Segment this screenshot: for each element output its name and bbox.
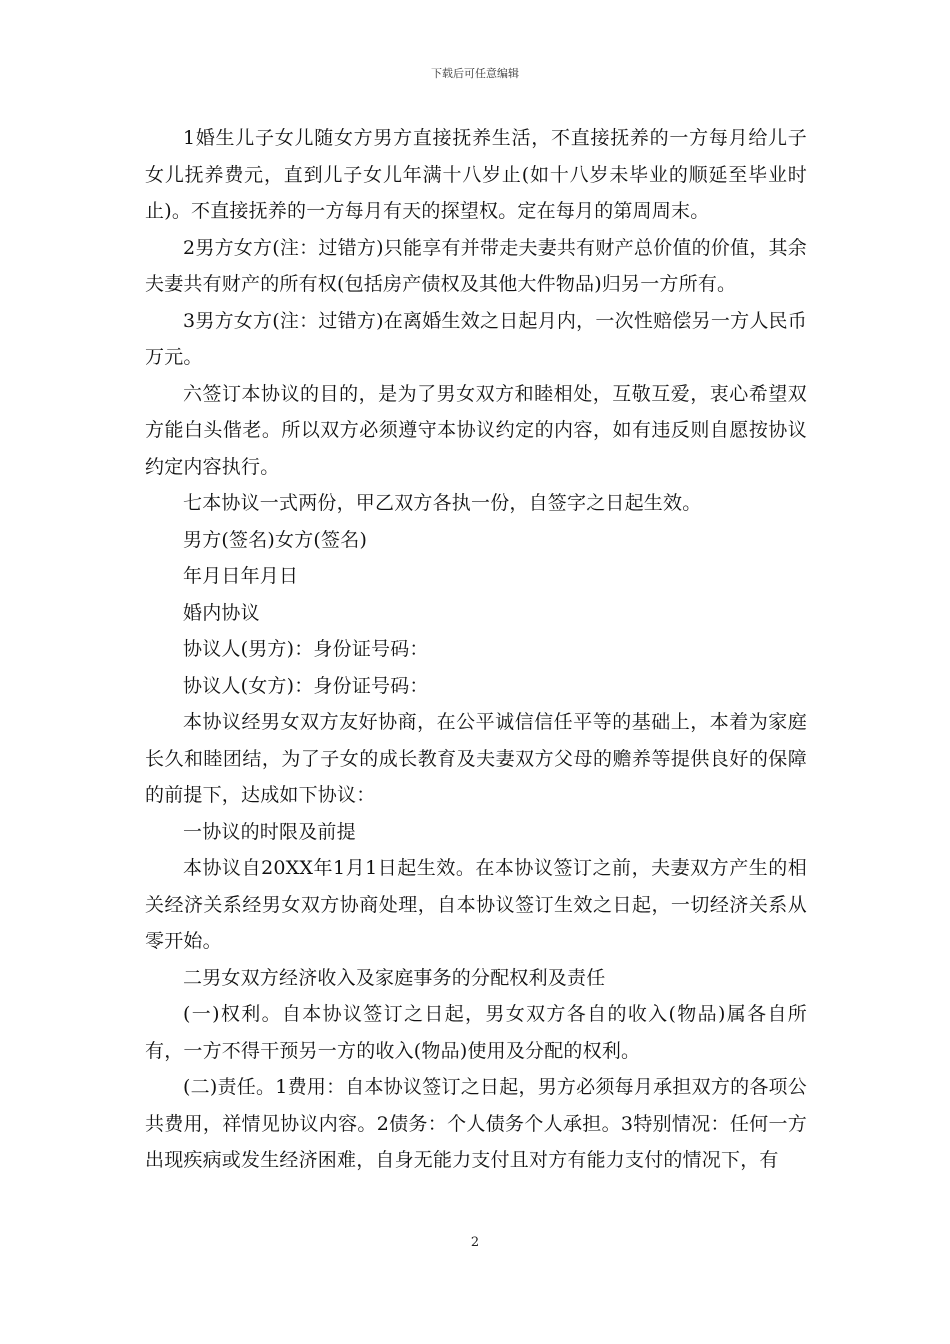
paragraph-duties: (二)责任。1费用：自本协议签订之日起，男方必须每月承担双方的各项公共费用，祥情见协议内容。2债务：个人债务个人承担。3特别情况：任何一方出现疾病或发生经济困难，自身无能力支付且对方有能力支付的情况下，有 — [145, 1076, 807, 1171]
heading-term-and-premise: 一协议的时限及前提 — [183, 820, 356, 843]
paragraph-child-custody: 1婚生儿子女儿随女方男方直接抚养生活，不直接抚养的一方每月给儿子女儿抚养费元，直到儿子女儿年满十八岁止(如十八岁未毕业的顺延至毕业时止)。不直接抚养的一方每月有天的探望权。定在每月的第周周末。 — [145, 127, 807, 222]
signature-line: 男方(签名)女方(签名) — [183, 528, 368, 551]
document-body — [145, 120, 807, 1179]
section-title-marital-agreement: 婚内协议 — [183, 601, 260, 624]
date-line: 年月日年月日 — [183, 565, 299, 587]
paragraph-compensation: 3男方女方(注：过错方)在离婚生效之日起月内，一次性赔偿另一方人民币万元。 — [145, 309, 807, 368]
heading-rights-and-duties: 二男女双方经济收入及家庭事务的分配权利及责任 — [183, 966, 606, 989]
paragraph-rights: (一)权利。自本协议签订之日起，男女双方各自的收入(物品)属各自所有，一方不得干预另一方的收入(物品)使用及分配的权利。 — [145, 1003, 807, 1062]
paragraph-copies: 七本协议一式两份，甲乙双方各执一份，自签字之日起生效。 — [183, 492, 702, 514]
page-number: 2 — [470, 1235, 480, 1250]
paragraph-purpose: 六签订本协议的目的，是为了男女双方和睦相处，互敬互爱，衷心希望双方能白头偕老。所以双方必须遵守本协议约定的内容，如有违反则自愿按协议约定内容执行。 — [145, 382, 807, 478]
party-husband-line: 协议人(男方)：身份证号码： — [183, 638, 429, 660]
party-wife-line: 协议人(女方)：身份证号码： — [183, 674, 429, 697]
paragraph-effective-date: 本协议自20XX年1月1日起生效。在本协议签订之前，夫妻双方产生的相关经济关系经男女双方协商处理，自本协议签订生效之日起，一切经济关系从零开始。 — [145, 857, 807, 952]
paragraph-preamble: 本协议经男女双方友好协商，在公平诚信信任平等的基础上，本着为家庭长久和睦团结，为了子女的成长教育及夫妻双方父母的赡养等提供良好的保障的前提下，达成如下协议： — [145, 711, 807, 806]
page-header: 下载后可任意编辑 — [431, 67, 519, 80]
paragraph-property-share: 2男方女方(注：过错方)只能享有并带走夫妻共有财产总价值的价值，其余夫妻共有财产的所有权(包括房产债权及其他大件物品)归另一方所有。 — [145, 236, 807, 295]
